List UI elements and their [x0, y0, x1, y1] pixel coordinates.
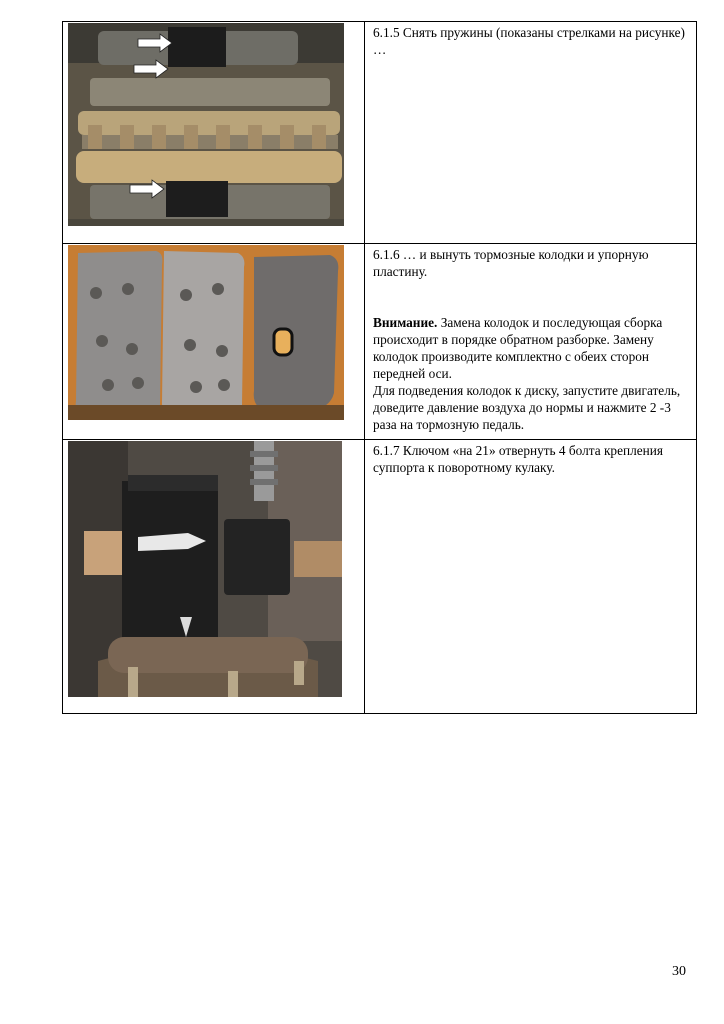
step-text-cell: [365, 244, 697, 440]
step-6-1-6-text: 6.1.6 … и вынуть тормозные колодки и упорную пластину.: [373, 247, 649, 279]
warning-label: Внимание.: [373, 315, 438, 330]
step-text-cell: [365, 22, 697, 244]
table-row: [63, 22, 697, 244]
step-text-cell: [365, 440, 697, 714]
photo-cell: [63, 244, 365, 440]
brake-pads-removed-photo: [68, 245, 344, 420]
step-6-1-7-text: 6.1.7 Ключом «на 21» отвернуть 4 болта крепления суппорта к поворотному кулаку.: [373, 443, 663, 475]
warning-paragraph: [373, 314, 690, 382]
photo-cell: [63, 440, 365, 714]
brake-caliper-springs-photo: [68, 23, 344, 226]
caliper-bolts-photo: [68, 441, 342, 697]
instruction-table: [62, 21, 697, 714]
spacer: [373, 280, 690, 314]
table-row: [63, 244, 697, 440]
step-6-1-5-text: 6.1.5 Снять пружины (показаны стрелками на рисунке) …: [373, 25, 685, 57]
step-6-1-6-extra-text: Для подведения колодок к диску, запустите двигатель, доведите давление воздуха до нормы и нажмите 2 -3 раза на тормозную педаль.: [373, 383, 681, 432]
warning-text: Замена колодок и последующая сборка происходит в порядке обратном разборке. Замену колодок производите комплектно с обеих сторон передней оси.: [373, 315, 663, 381]
photo-cell: [63, 22, 365, 244]
page-number: 30: [672, 964, 686, 979]
table-row: [63, 440, 697, 714]
